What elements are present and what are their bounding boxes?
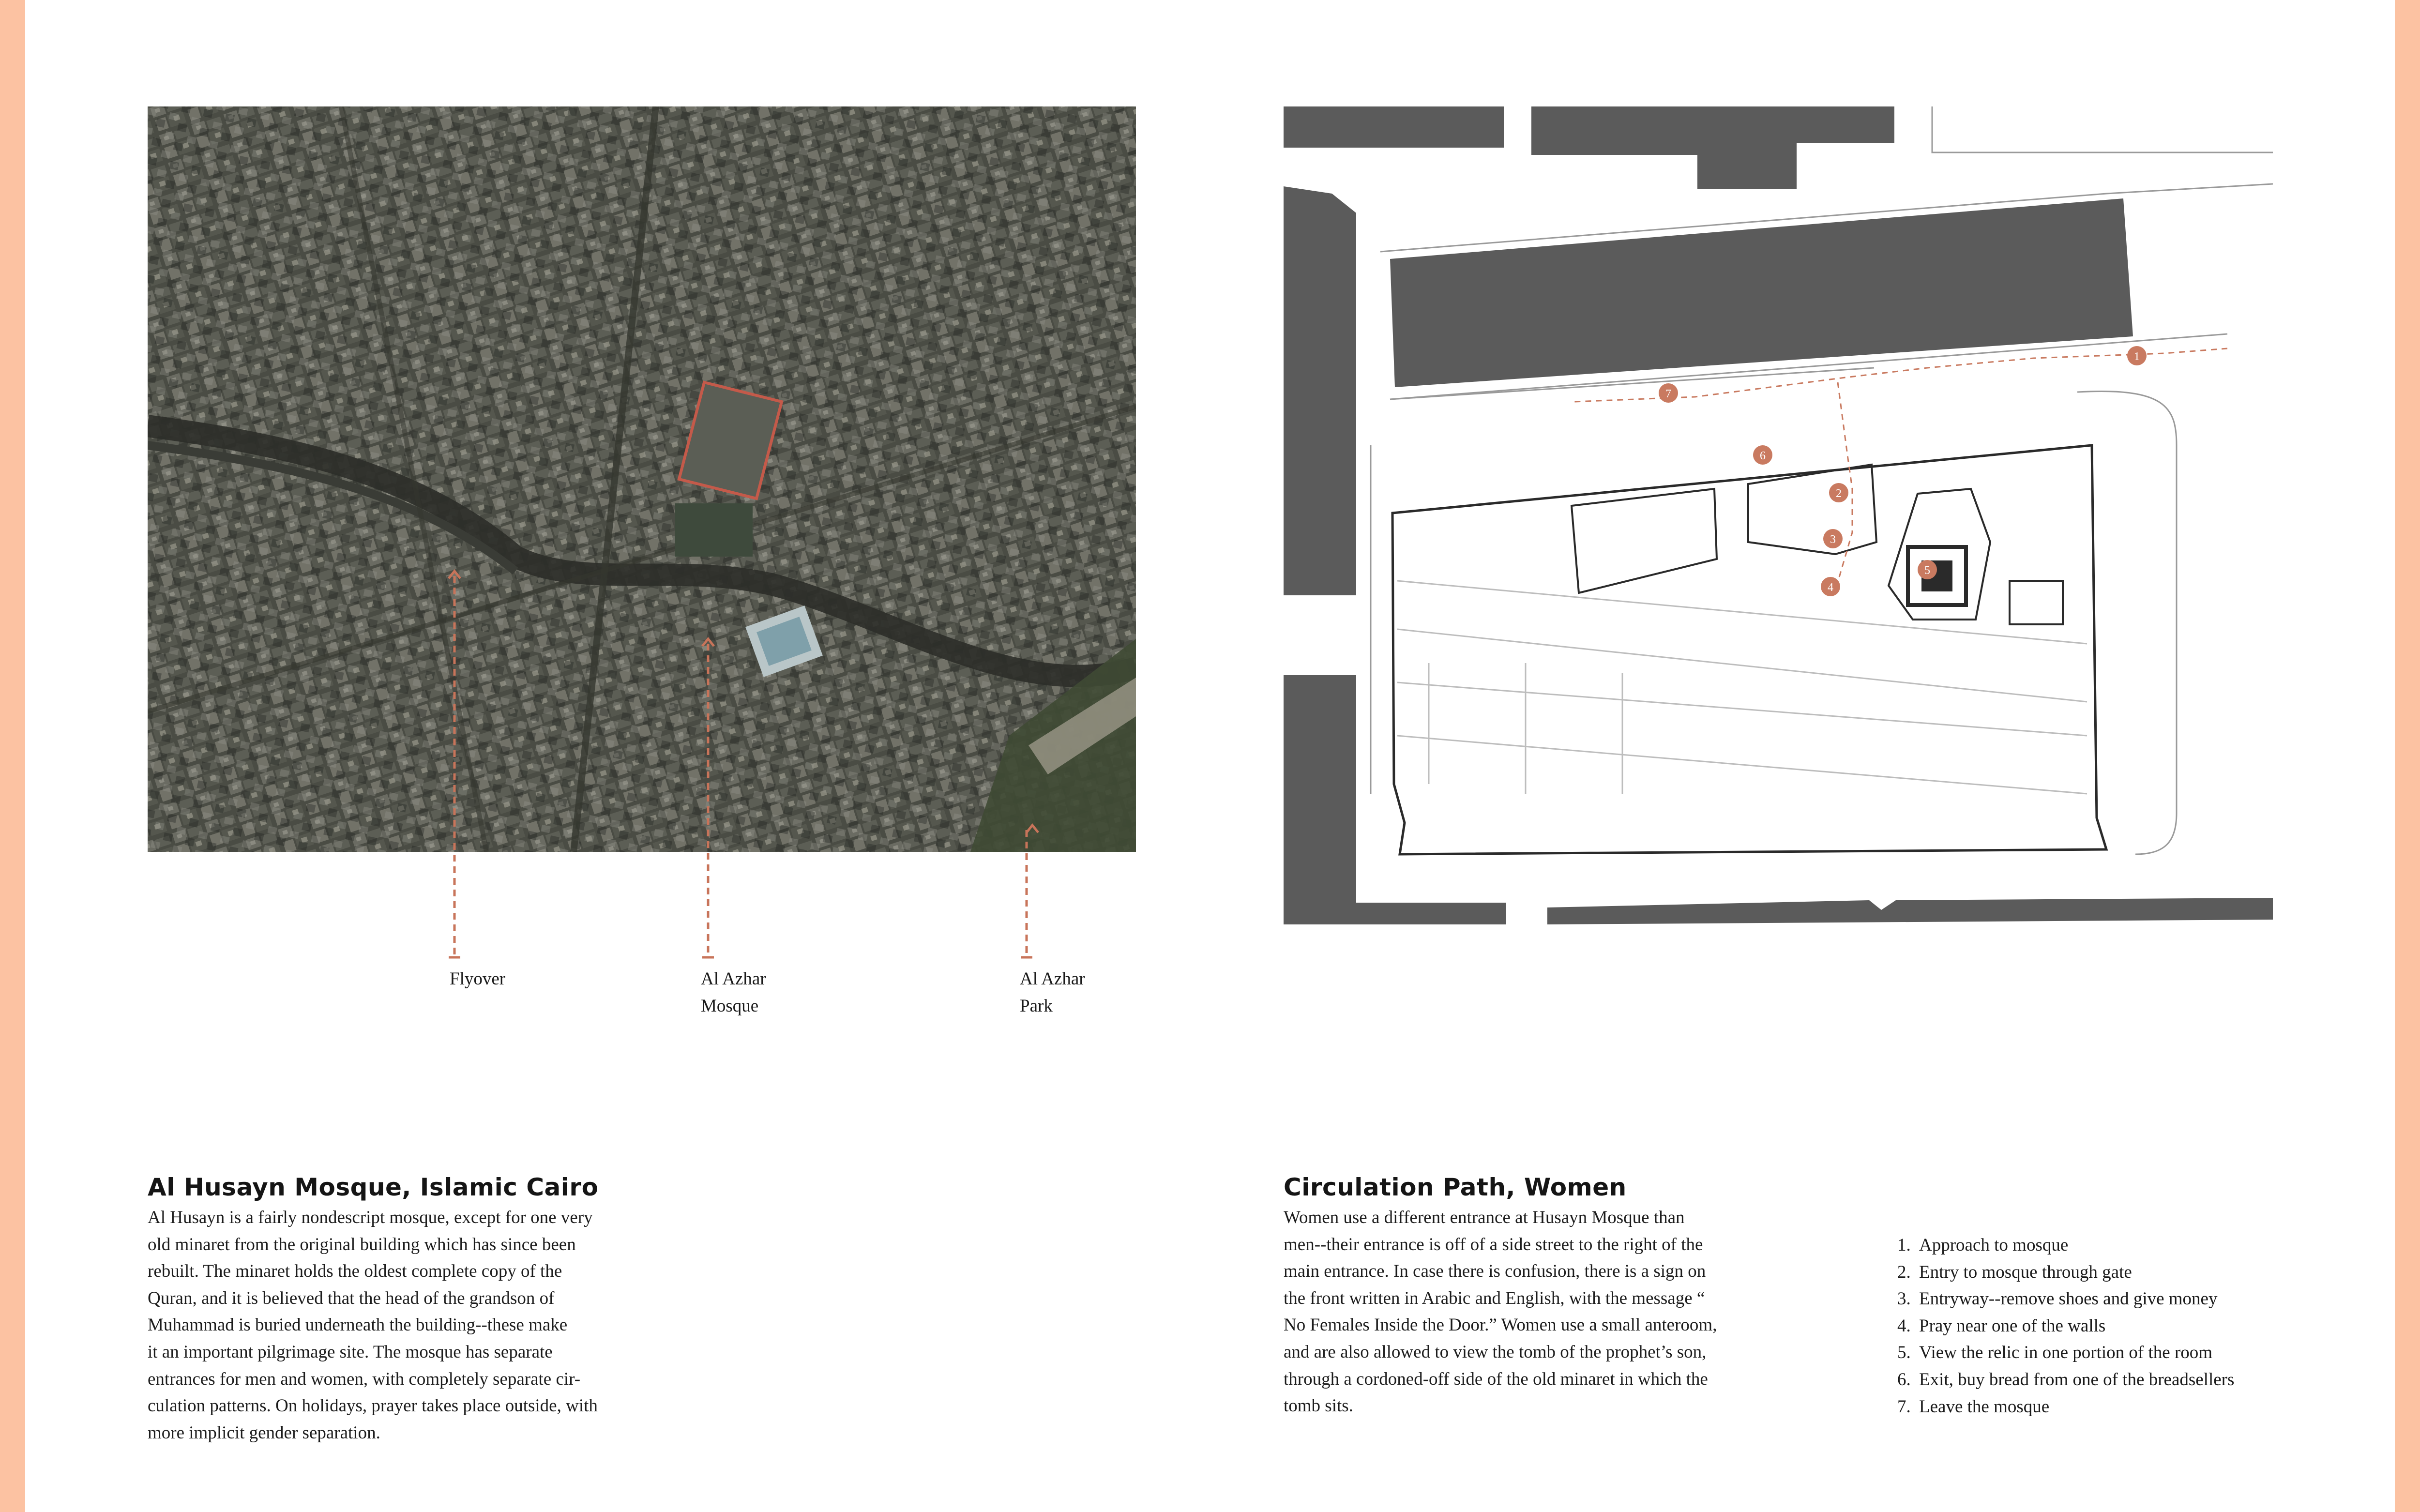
step-item: 4. Pray near one of the walls — [1897, 1315, 2106, 1336]
right-body-line: through a cordoned-off side of the old minaret in which the — [1284, 1369, 1708, 1389]
left-body-line: entrances for men and women, with completely separate cir- — [148, 1369, 581, 1389]
plan-marker-2 — [1829, 483, 1848, 502]
left-heading: Al Husayn Mosque, Islamic Cairo — [148, 1173, 599, 1201]
left-body-line: rebuilt. The minaret holds the oldest complete copy of the — [148, 1261, 562, 1282]
left-body-text — [148, 1204, 598, 1446]
plan-drawing — [1284, 106, 2273, 924]
left-body-line: it an important pilgrimage site. The mosque has separate — [148, 1342, 553, 1362]
plan-mosque-outline — [1392, 445, 2106, 854]
svg-text:5: 5 — [1924, 564, 1930, 577]
left-body-line: Muhammad is buried underneath the building--these make — [148, 1315, 568, 1335]
right-body-line: the front written in Arabic and English, with the message “ — [1284, 1288, 1705, 1308]
plan-marker-4 — [1821, 577, 1840, 596]
plan-marker-5 — [1918, 560, 1937, 579]
callout-flyover: Flyover — [450, 969, 506, 989]
plan-marker-6 — [1753, 445, 1772, 465]
svg-text:6: 6 — [1760, 450, 1766, 462]
left-body-line: more implicit gender separation. — [148, 1422, 380, 1443]
right-body-line: tomb sits. — [1284, 1396, 1353, 1416]
step-item: 3. Entryway--remove shoes and give money — [1897, 1289, 2218, 1309]
step-item: 5. View the relic in one portion of the room — [1897, 1343, 2213, 1363]
callout-al-azhar-park: Al Azhar Park — [1020, 969, 1085, 1016]
plan-marker-7 — [1659, 383, 1678, 403]
right-body-line: No Females Inside the Door.” Women use a small anteroom, — [1284, 1315, 1717, 1335]
left-body-line: old minaret from the original building which has since been — [148, 1234, 576, 1255]
svg-text:2: 2 — [1836, 487, 1842, 500]
circulation-steps-list — [1897, 1232, 2234, 1420]
svg-text:7: 7 — [1665, 388, 1671, 400]
right-body-text — [1284, 1204, 1717, 1420]
left-body-line: culation patterns. On holidays, prayer takes place outside, with — [148, 1396, 598, 1416]
step-item: 6. Exit, buy bread from one of the breadsellers — [1897, 1369, 2235, 1390]
right-body-line: men--their entrance is off of a side street to the right of the — [1284, 1234, 1703, 1255]
right-body-line: Women use a different entrance at Husayn Mosque than — [1284, 1208, 1685, 1227]
plan-marker-1 — [2127, 346, 2147, 365]
step-item: 1. Approach to mosque — [1897, 1235, 2069, 1255]
right-heading: Circulation Path, Women — [1284, 1173, 1627, 1201]
svg-text:4: 4 — [1828, 581, 1833, 594]
svg-text:1: 1 — [2134, 350, 2140, 363]
callout-al-azhar-mosque: Al Azhar Mosque — [701, 969, 766, 1016]
svg-text:3: 3 — [1830, 533, 1836, 546]
step-item: 2. Entry to mosque through gate — [1897, 1262, 2132, 1282]
plan-marker-3 — [1823, 529, 1843, 548]
left-body-line: Al Husayn is a fairly nondescript mosque, except for one very — [148, 1208, 593, 1227]
left-body-line: Quran, and it is believed that the head of the grandson of — [148, 1288, 555, 1308]
right-body-line: and are also allowed to view the tomb of the prophet’s son, — [1284, 1342, 1707, 1362]
mosque-floor-plan — [1284, 106, 2273, 924]
step-item: 7. Leave the mosque — [1897, 1396, 2050, 1417]
right-body-line: main entrance. In case there is confusion, there is a sign on — [1284, 1261, 1706, 1282]
